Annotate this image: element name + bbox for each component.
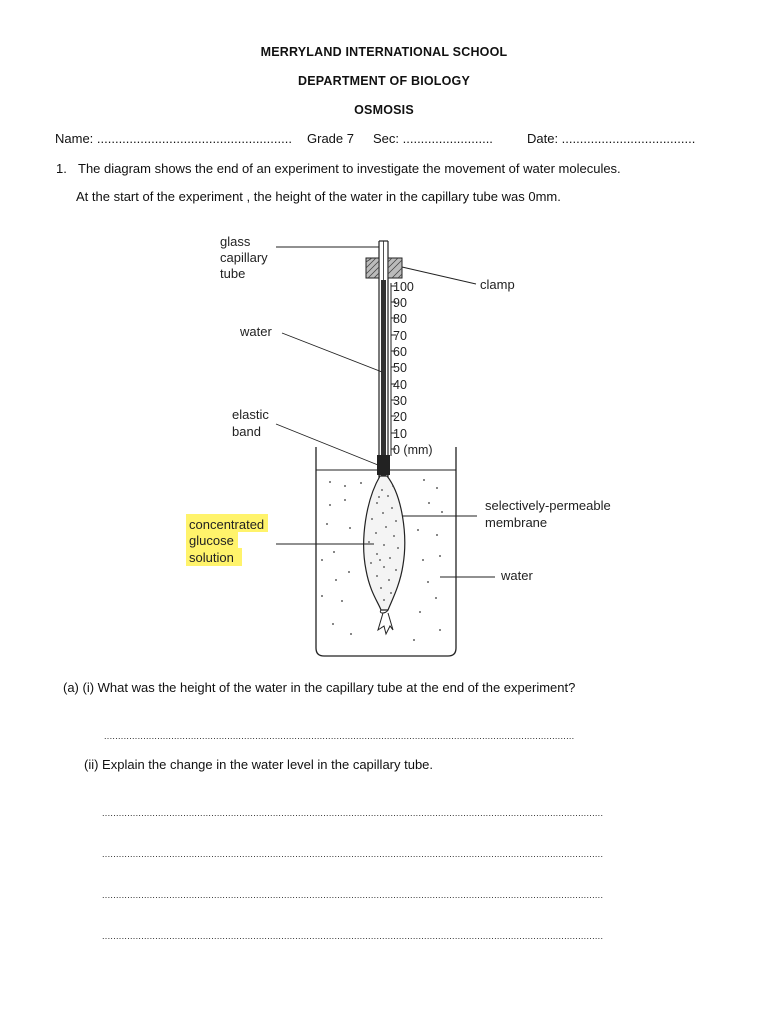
question-number: 1. (56, 161, 67, 176)
scale-20: 20 (393, 410, 407, 424)
scale-80: 80 (393, 312, 407, 326)
answer-line-a-ii-1[interactable]: ................................................................................................................................................................................... (102, 808, 604, 818)
question-text-2: At the start of the experiment , the height of the water in the capillary tube was 0mm. (76, 189, 561, 204)
scale-100: 100 (393, 280, 414, 294)
scale-60: 60 (393, 345, 407, 359)
name-field[interactable]: Name: ...................................................... (55, 131, 292, 146)
membrane-bag (364, 476, 405, 610)
scale-70: 70 (393, 329, 407, 343)
label-tube: tube (220, 266, 246, 281)
label-solution: solution (189, 550, 234, 565)
scale-90: 90 (393, 296, 407, 310)
label-elastic: elastic (232, 407, 269, 422)
grade-label: Grade 7 (307, 131, 354, 146)
label-glass: glass (220, 234, 251, 249)
scale-10: 10 (393, 427, 407, 441)
water-column (381, 280, 386, 476)
school-name: MERRYLAND INTERNATIONAL SCHOOL (260, 45, 508, 59)
scale-0: 0 (mm) (393, 443, 433, 457)
department-title: DEPARTMENT OF BIOLOGY (297, 74, 471, 88)
scale-50: 50 (393, 361, 407, 375)
bag-knot (378, 610, 393, 634)
label-membrane-2: membrane (485, 515, 548, 530)
label-water-tube: water (240, 324, 272, 339)
label-band: band (232, 424, 261, 439)
question-a-i: (a) (i) What was the height of the water in the capillary tube at the end of the experiment? (63, 680, 576, 695)
scale-labels (393, 280, 433, 457)
answer-line-a-ii-4[interactable]: ................................................................................................................................................................................... (102, 931, 604, 941)
label-concentrated: concentrated (189, 517, 265, 532)
label-clamp: clamp (480, 277, 515, 292)
answer-line-a-ii-2[interactable]: ................................................................................................................................................................................... (102, 849, 604, 859)
date-field[interactable]: Date: ..................................... (527, 131, 696, 146)
label-membrane-1: selectively-permeable (485, 498, 611, 513)
label-capillary: capillary (220, 250, 268, 265)
sec-field[interactable]: Sec: ......................... (373, 131, 493, 146)
question-text: The diagram shows the end of an experiment to investigate the movement of water molecules. (78, 161, 621, 176)
elastic-band (377, 455, 390, 475)
topic-title: OSMOSIS (354, 103, 414, 117)
scale-30: 30 (393, 394, 407, 408)
answer-line-a-i[interactable]: ........................................................................................................................................................................ (104, 731, 575, 741)
scale-40: 40 (393, 378, 407, 392)
clamp (366, 258, 402, 278)
answer-line-a-ii-3[interactable]: ................................................................................................................................................................................... (102, 890, 604, 900)
label-glucose: glucose (189, 533, 234, 548)
question-a-ii: (ii) Explain the change in the water level in the capillary tube. (84, 757, 434, 772)
label-water-beaker: water (501, 568, 533, 583)
